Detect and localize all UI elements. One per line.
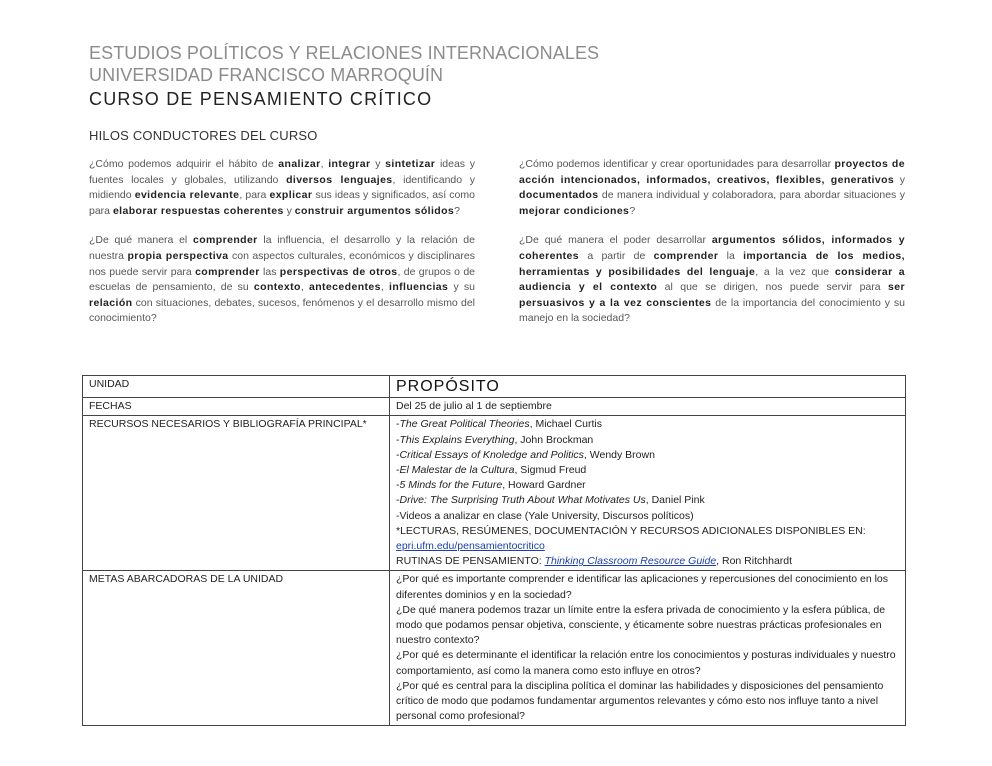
book-author: , Daniel Pink xyxy=(645,494,705,507)
department-title: ESTUDIOS POLÍTICOS Y RELACIONES INTERNACIONALES xyxy=(89,43,600,63)
emphasis-text: contexto xyxy=(253,281,301,294)
emphasis-text: documentados xyxy=(519,189,599,202)
emphasis-text: propia perspectiva xyxy=(127,249,229,262)
question-text: , para xyxy=(239,189,270,202)
book-item: -5 Minds for the Future, Howard Gardner xyxy=(396,479,586,492)
emphasis-text: considerar a audiencia y el contexto xyxy=(519,265,906,294)
emphasis-text: explicar xyxy=(269,189,313,202)
table-row xyxy=(83,398,906,416)
questions-right-column xyxy=(519,157,905,341)
book-list xyxy=(396,417,899,508)
question-text: y su xyxy=(448,281,475,294)
meta-question: ¿Por qué es importante comprender e identificar las aplicaciones y repercusiones del conocimiento en los diferentes dominios y en la sociedad? xyxy=(396,573,889,601)
book-title: 5 Minds for the Future xyxy=(399,479,503,492)
question-paragraph xyxy=(519,233,905,327)
question-text: ? xyxy=(454,204,461,217)
book-title: El Malestar de la Cultura xyxy=(399,464,515,477)
book-item: -This Explains Everything, John Brockman xyxy=(396,433,594,446)
question-text: de la importancia del conocimiento y su manejo en la sociedad? xyxy=(519,296,905,325)
question-text: , identificando y midiendo xyxy=(89,173,475,202)
book-author: , Sigmud Freud xyxy=(514,464,587,477)
question-text: de manera individual y colaboradora, para abordar situaciones y xyxy=(598,189,905,202)
emphasis-text: antecedentes xyxy=(308,281,381,294)
book-author: , John Brockman xyxy=(514,433,594,446)
question-paragraph xyxy=(89,157,475,219)
question-text: con aspectos culturales, económicos y disciplinares nos puede servir para xyxy=(89,249,475,278)
question-text: ideas y fuentes locales y globales, utilizando xyxy=(89,158,475,186)
emphasis-text: proyectos de acción intencionados, informados, creativos, flexibles, generativos xyxy=(519,158,905,186)
emphasis-text: construir argumentos sólidos xyxy=(294,204,455,217)
emphasis-text: importancia de los medios, herramientas y posibilidades del lenguaje xyxy=(519,249,905,278)
book-author: , Wendy Brown xyxy=(583,448,655,461)
question-text: ¿Cómo podemos adquirir el hábito de xyxy=(89,158,279,170)
question-text: la influencia, el desarrollo y la relación de nuestra xyxy=(89,234,475,262)
unit-table xyxy=(82,375,906,726)
meta-question: ¿Por qué es determinante el identificar la relación entre los conocimientos y posturas individuales y nuestro comportamiento, así como la manera como esto influye en otros? xyxy=(396,649,896,677)
book-title: The Great Political Theories xyxy=(399,418,530,431)
rutinas-prefix: RUTINAS DE PENSAMIENTO: xyxy=(396,555,545,568)
emphasis-text: comprender xyxy=(192,234,258,247)
emphasis-text: influencias xyxy=(389,281,449,294)
question-text: ¿Cómo podemos identificar y crear oportunidades para desarrollar xyxy=(519,158,835,170)
fechas-value: Del 25 de julio al 1 de septiembre xyxy=(390,398,906,416)
book-item: -El Malestar de la Cultura, Sigmud Freud xyxy=(396,464,587,477)
book-title: Drive: The Surprising Truth About What Motivates Us xyxy=(399,494,646,507)
book-title: This Explains Everything xyxy=(399,433,515,446)
emphasis-text: elaborar respuestas coherentes xyxy=(112,204,284,217)
table-row xyxy=(83,376,906,398)
section-title: HILOS CONDUCTORES DEL CURSO xyxy=(89,128,318,143)
book-author: , Howard Gardner xyxy=(502,479,586,492)
emphasis-text: relación xyxy=(89,296,133,309)
question-paragraph xyxy=(89,233,475,327)
questions-left-column xyxy=(89,157,475,341)
fechas-label: FECHAS xyxy=(83,398,390,416)
question-text: ¿De qué manera el xyxy=(89,234,193,247)
unidad-value xyxy=(390,376,906,398)
question-paragraph xyxy=(519,157,905,219)
question-text: y xyxy=(370,158,386,170)
meta-question: ¿De qué manera podemos trazar un límite entre la esfera privada de conocimiento y la esfera pública, de modo que podamos pensar objetiva, consciente, y éticamente sobre nuestras prácticas profesionales en nuestro contexto? xyxy=(396,603,886,647)
emphasis-text: ser persuasivos y a la vez conscientes xyxy=(519,281,905,309)
emphasis-text: analizar xyxy=(278,158,321,170)
videos-line: -Videos a analizar en clase (Yale University, Discursos políticos) xyxy=(396,509,694,522)
metas-value xyxy=(390,571,906,726)
question-text: al que se dirigen, nos puede servir para xyxy=(657,281,889,294)
emphasis-text: integrar xyxy=(328,158,371,170)
emphasis-text: mejorar condiciones xyxy=(519,204,630,217)
question-text: con situaciones, debates, sucesos, fenómenos y el desarrollo mismo del conocimiento? xyxy=(89,296,475,325)
unidad-label: UNIDAD xyxy=(83,376,390,398)
question-text: la xyxy=(718,249,744,262)
recursos-label: RECURSOS NECESARIOS Y BIBLIOGRAFÍA PRINCIPAL* xyxy=(83,416,390,571)
question-text: y xyxy=(894,173,906,186)
emphasis-text: diversos lenguajes xyxy=(286,173,393,186)
emphasis-text: argumentos sólidos, informados y coherentes xyxy=(519,234,905,262)
meta-question: ¿Por qué es central para la disciplina política el dominar las habilidades y disposiciones del pensamiento crítico de modo que podamos fundamentar argumentos relevantes y cómo esto nos influye tanto a nivel personal como profesional? xyxy=(396,679,884,723)
course-title: CURSO DE PENSAMIENTO CRÍTICO xyxy=(89,89,433,109)
question-text: ? xyxy=(629,204,636,217)
question-text: , xyxy=(380,281,389,294)
question-text: las xyxy=(259,265,280,278)
table-row xyxy=(83,571,906,726)
question-text: , de grupos o de escuelas de pensamiento, de su xyxy=(89,265,475,294)
rutinas-link[interactable]: Thinking Classroom Resource Guide xyxy=(544,555,717,568)
emphasis-text: evidencia relevante xyxy=(134,189,240,202)
university-title: UNIVERSIDAD FRANCISCO MARROQUÍN xyxy=(89,65,444,85)
question-text: , a la vez que xyxy=(755,265,835,278)
book-title: Critical Essays of Knoledge and Politics xyxy=(399,448,584,461)
book-item: -The Great Political Theories, Michael Curtis xyxy=(396,418,602,431)
question-text: ¿De qué manera el poder desarrollar xyxy=(519,234,712,247)
question-text: , xyxy=(300,281,309,294)
question-text: a partir de xyxy=(579,249,654,262)
metas-label: METAS ABARCADORAS DE LA UNIDAD xyxy=(83,571,390,726)
recursos-value xyxy=(390,416,906,571)
emphasis-text: perspectivas de otros xyxy=(279,265,398,278)
book-item: -Drive: The Surprising Truth About What Motivates Us, Daniel Pink xyxy=(396,494,705,507)
emphasis-text: sintetizar xyxy=(385,158,436,170)
emphasis-text: comprender xyxy=(195,265,260,278)
question-text: y xyxy=(283,204,295,217)
rutinas-line xyxy=(396,554,899,569)
question-text: sus ideas y significados, así como para xyxy=(89,189,475,217)
emphasis-text: comprender xyxy=(653,249,719,262)
rutinas-author: , Ron Ritchhardt xyxy=(716,555,793,568)
resources-link[interactable]: epri.ufm.edu/pensamientocritico xyxy=(396,540,545,553)
book-item: -Critical Essays of Knoledge and Politics, Wendy Brown xyxy=(396,448,655,461)
lecturas-line: *LECTURAS, RESÚMENES, DOCUMENTACIÓN Y RECURSOS ADICIONALES DISPONIBLES EN: xyxy=(396,524,866,537)
book-author: , Michael Curtis xyxy=(529,418,602,431)
table-row xyxy=(83,416,906,571)
question-text: , xyxy=(320,158,329,170)
proposito-heading: PROPÓSITO xyxy=(396,378,500,395)
document-header xyxy=(89,42,906,325)
